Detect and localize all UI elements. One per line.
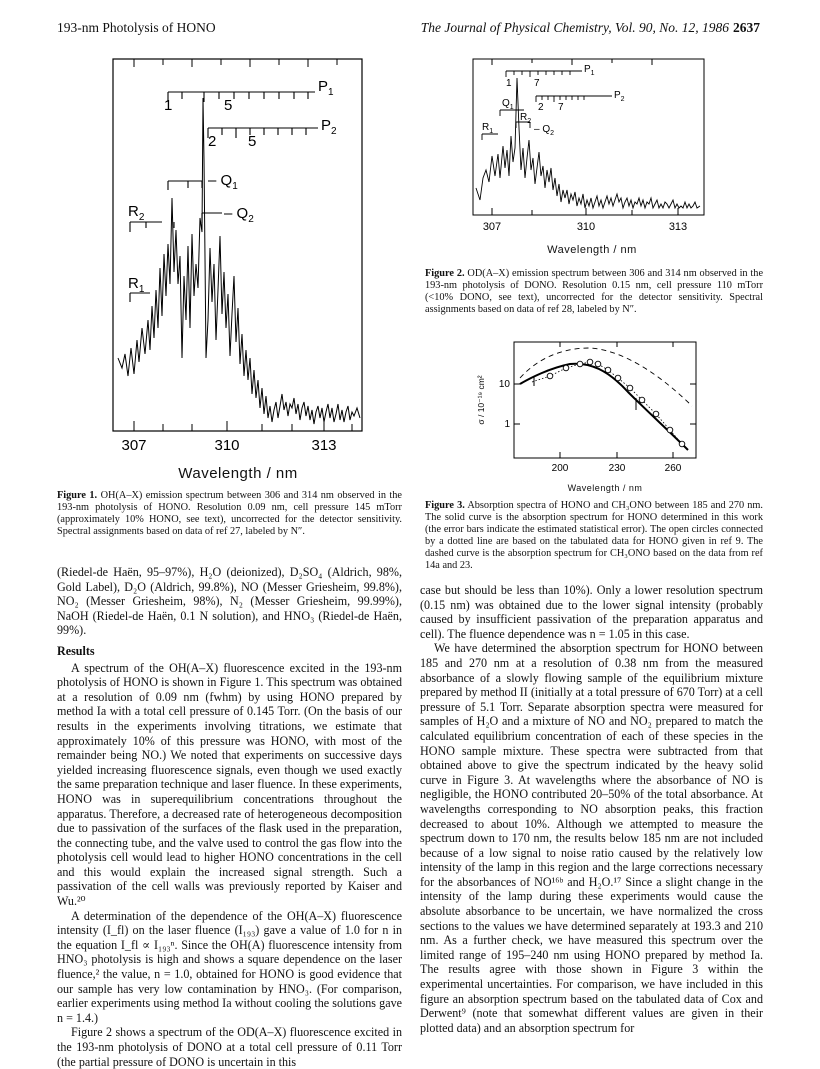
label-q1: $Q_1$ xyxy=(502,98,514,111)
left-column-text xyxy=(57,565,402,1069)
figure-1-caption xyxy=(57,490,402,538)
figure-3-frame xyxy=(514,342,696,458)
xtick-label: 200 xyxy=(551,463,569,474)
figure-2-xticks xyxy=(483,221,687,233)
figure-2-caption-label: Figure 2. xyxy=(425,268,465,279)
figure-1-assignment-combs xyxy=(130,92,318,302)
label-n-2: 2 xyxy=(208,133,217,150)
label-p1: $P_1$ xyxy=(318,78,334,98)
figure-1 xyxy=(112,58,364,498)
figure-1-caption-label: Figure 1. xyxy=(57,490,98,501)
label-r1: $R_1$ xyxy=(482,122,494,135)
label-n-1: 1 xyxy=(164,97,173,114)
figure-3 xyxy=(470,338,708,478)
figure-2 xyxy=(472,58,712,238)
figure-1-bottom-ticks xyxy=(134,421,352,431)
label-r2: $R_2$ xyxy=(520,112,532,125)
figure-1-assignment-labels xyxy=(128,78,337,295)
running-header-left: 193-nm Photolysis of HONO xyxy=(57,20,216,35)
figure-3-plot xyxy=(470,338,708,478)
journal-citation: The Journal of Physical Chemistry, Vol. 90, No. 12, 1986 xyxy=(420,20,729,35)
right-column-text xyxy=(420,583,763,1035)
xtick-label: 310 xyxy=(576,221,596,233)
figure-1-spectrum-trace xyxy=(118,98,360,424)
ytick-label: 10 xyxy=(498,379,510,390)
running-header-right xyxy=(421,20,760,36)
label-p1: $P_1$ xyxy=(584,64,595,77)
figure-1-top-ticks xyxy=(134,59,337,67)
figure-3-ticklabels xyxy=(499,379,682,474)
label-p2: $P_2$ xyxy=(321,117,337,137)
label-n-1: 1 xyxy=(506,78,512,89)
figure-2-ticks xyxy=(492,59,678,215)
figure-2-caption-text: OD(A–X) emission spectrum between 306 and 314 nm observed in the 193-nm photolysis of DONO. Resolution 0.15 nm, cell pressure 110 mTorr (<10% DONO, see text), uncorrected for the detector sensitivity. Spectral assignments based on data of ref 28, labeled by N″. xyxy=(425,268,764,316)
figure-1-plot xyxy=(112,58,364,498)
label-q2: – $Q_2$ xyxy=(534,124,555,137)
figure-2-xlabel: Wavelength / nm xyxy=(547,244,637,256)
figure-3-xlabel: Wavelength / nm xyxy=(567,483,643,493)
xtick-label: 313 xyxy=(668,221,688,233)
label-n-5b: 5 xyxy=(248,133,257,150)
figure-1-caption-text: OH(A–X) emission spectrum between 306 and 314 nm observed in the 193-nm photolysis of HONO. Resolution 0.09 nm, cell pressure 145 mTorr (approximately 10% HONO, see text), uncorrected for the detector sensitivity. Spectral assignments based on data of ref 27, labeled by N″. xyxy=(57,490,402,538)
paragraph: (Riedel-de Haën, 95–97%), H₂O (deionized), D₂SO₄ (Aldrich, 98%, Gold Label), D₂O (Aldrich, 99.8%), NO (Messer Griesheim, 99.8%), NO₂ (Messer Griesheim, 98%), N₂ (Messer Griesheim, 99.99%), NaOH (Riedel-de Haën, 0.1 N solution), and HNO₃ (Riedel-de Haën, 99%). xyxy=(57,565,402,638)
figure-3-caption-label: Figure 3. xyxy=(425,500,465,511)
label-n-7b: 7 xyxy=(558,102,564,113)
hono-error-bars xyxy=(534,376,636,410)
xtick-label: 230 xyxy=(608,463,626,474)
paragraph: We have determined the absorption spectrum for HONO between 185 and 270 nm at a resolution of 0.38 nm from the measured absorbance of a slowly flowing sample of the equilibrium mixture prepared by method II (initially at a total pressure of 670 Torr) at a cell pressure of 5.1 Torr. Separate absorption spectra were measured for samples of H₂O and a mixture of NO and NO₂ prepared to match the calculated equilibrium concentration of each of these species in the HONO sample mixture. These spectra were subtracted from that obtained above to give the spectrum indicated by the heavy solid curve in Figure 3. At wavelengths where the absorbance of NO is negligible, the HONO contributed 20–50% of the total absorbance. At wavelengths corresponding to NO absorption peaks, this fraction decreased to about 10%. Although we attempted to measure the spectrum down to 170 nm, the results below 185 nm are not included because of a low signal to noise ratio caused by the relatively low intensity of the lamp in this region and the large corrections necessary for the absorbances of NO¹⁶ᵇ and H₂O.¹⁷ Since a slight change in the intensity of the lamp during these experiments would cause the absolute absorbance to be uncertain, we have normalized the cross sections to the values we have determined separately at 193.3 and 210 nm. As a further check, we have measured this spectrum over the limited range of 195–240 nm using HONO prepared by method Ia. The results agree with those shown in Figure 3 within the experimental uncertainties. For comparison, we have included in this figure an absorption spectrum based on the tabulated data of Cox and Derwent⁹ (note that somewhat different values are given in their plotted data) and an absorption spectrum for xyxy=(420,641,763,1035)
figure-3-caption-text: Absorption spectra of HONO and CH₃ONO between 185 and 270 nm. The solid curve is the absorption spectrum for HONO determined in this work (the error bars indicate the estimated statistical error). The open circles connected by a dotted line are based on the tabulated data for HONO given in ref 9. The dashed curve is the absorption spectrum for CH₃ONO based on the data from ref 14a and 23. xyxy=(425,500,763,572)
xtick-label: 260 xyxy=(664,463,682,474)
xtick-label: 307 xyxy=(121,437,147,454)
label-n-7a: 7 xyxy=(534,78,540,89)
paragraph: A determination of the dependence of the OH(A–X) fluorescence intensity (I_fl) on the laser fluence (I₁₉₃) gave a value of 1.0 for n in the equation I_fl ∝ I₁₉₃ⁿ. Since the OH(A) fluorescence intensity from HNO₃ photolysis is high and shows a square dependence on the laser fluence,² the value, n = 1.0, obtained for HONO is good evidence that our sample has very low contamination by HNO₃. (For comparison, earlier experiments using method Ia without cooling the solutions gave n = 1.4.) xyxy=(57,908,402,1025)
label-q1: – $Q_1$ xyxy=(208,172,238,192)
paragraph: Figure 2 shows a spectrum of the OD(A–X) fluorescence excited in the 193-nm photolysis of DONO at a total cell pressure of 0.11 Torr (the partial pressure of DONO is uncertain in this xyxy=(57,1025,402,1069)
figure-1-frame xyxy=(113,59,362,431)
ytick-label: 1 xyxy=(504,419,510,430)
figure-3-ylabel: σ / 10⁻¹⁹ cm² xyxy=(476,375,486,425)
xtick-label: 307 xyxy=(482,221,502,233)
figure-1-xlabel: Wavelength / nm xyxy=(178,465,298,482)
label-q2: – $Q_2$ xyxy=(224,205,254,225)
section-heading-results: Results xyxy=(57,643,95,658)
label-r2: $R_2$ xyxy=(128,203,145,223)
paragraph: case but should be less than 10%). Only a lower resolution spectrum (0.15 nm) was obtained due to the lower signal intensity (probably caused by insufficient passivation of the preparation apparatus and cell). The fluence dependence was n = 1.05 in this case. xyxy=(420,583,763,641)
figure-3-caption xyxy=(425,500,763,573)
paragraph: A spectrum of the OH(A–X) fluorescence excited in the 193-nm photolysis of HONO is shown in Figure 1. This spectrum was obtained at a resolution of 0.09 nm (fwhm) by using HONO prepared by method Ia with a total cell pressure of 0.145 Torr. (On the basis of our results in the experiments involving titrations, we estimate that approximately 10% of this pressure was HONO, with most of the remainder being NO.) We noted that experiments on successive days yielded increasing fluorescence signals, even though we used exactly the same preparation technique and laser fluence. In these experiments, HONO was in superequilibrium concentrations throughout the apparatus. Therefore, a decreased rate of heterogeneous decomposition due to passivation of the surfaces of the flask used in the preparation, the connecting tube, and the valve used to control the gas flow into the photolysis cell would lead to higher HONO concentrations in the cell and this would explain the increased signal strength. Such a passivation of the cell walls was previously reported by Kaiser and Wu.²⁰ xyxy=(57,660,402,909)
figure-2-plot xyxy=(472,58,712,238)
label-n-2: 2 xyxy=(538,102,544,113)
label-n-5a: 5 xyxy=(224,97,233,114)
label-p2: $P_2$ xyxy=(614,90,625,103)
xtick-label: 313 xyxy=(311,437,337,454)
page-number: 2637 xyxy=(733,20,760,35)
ref9-open-circles xyxy=(547,359,685,447)
xtick-label: 310 xyxy=(214,437,240,454)
label-r1: $R_1$ xyxy=(128,275,145,295)
hono-solid-curve xyxy=(520,364,688,450)
figure-2-assignment-labels xyxy=(482,64,625,137)
figure-3-ticks xyxy=(514,342,696,458)
figure-2-caption xyxy=(425,268,763,316)
figure-1-xticks xyxy=(121,437,336,454)
